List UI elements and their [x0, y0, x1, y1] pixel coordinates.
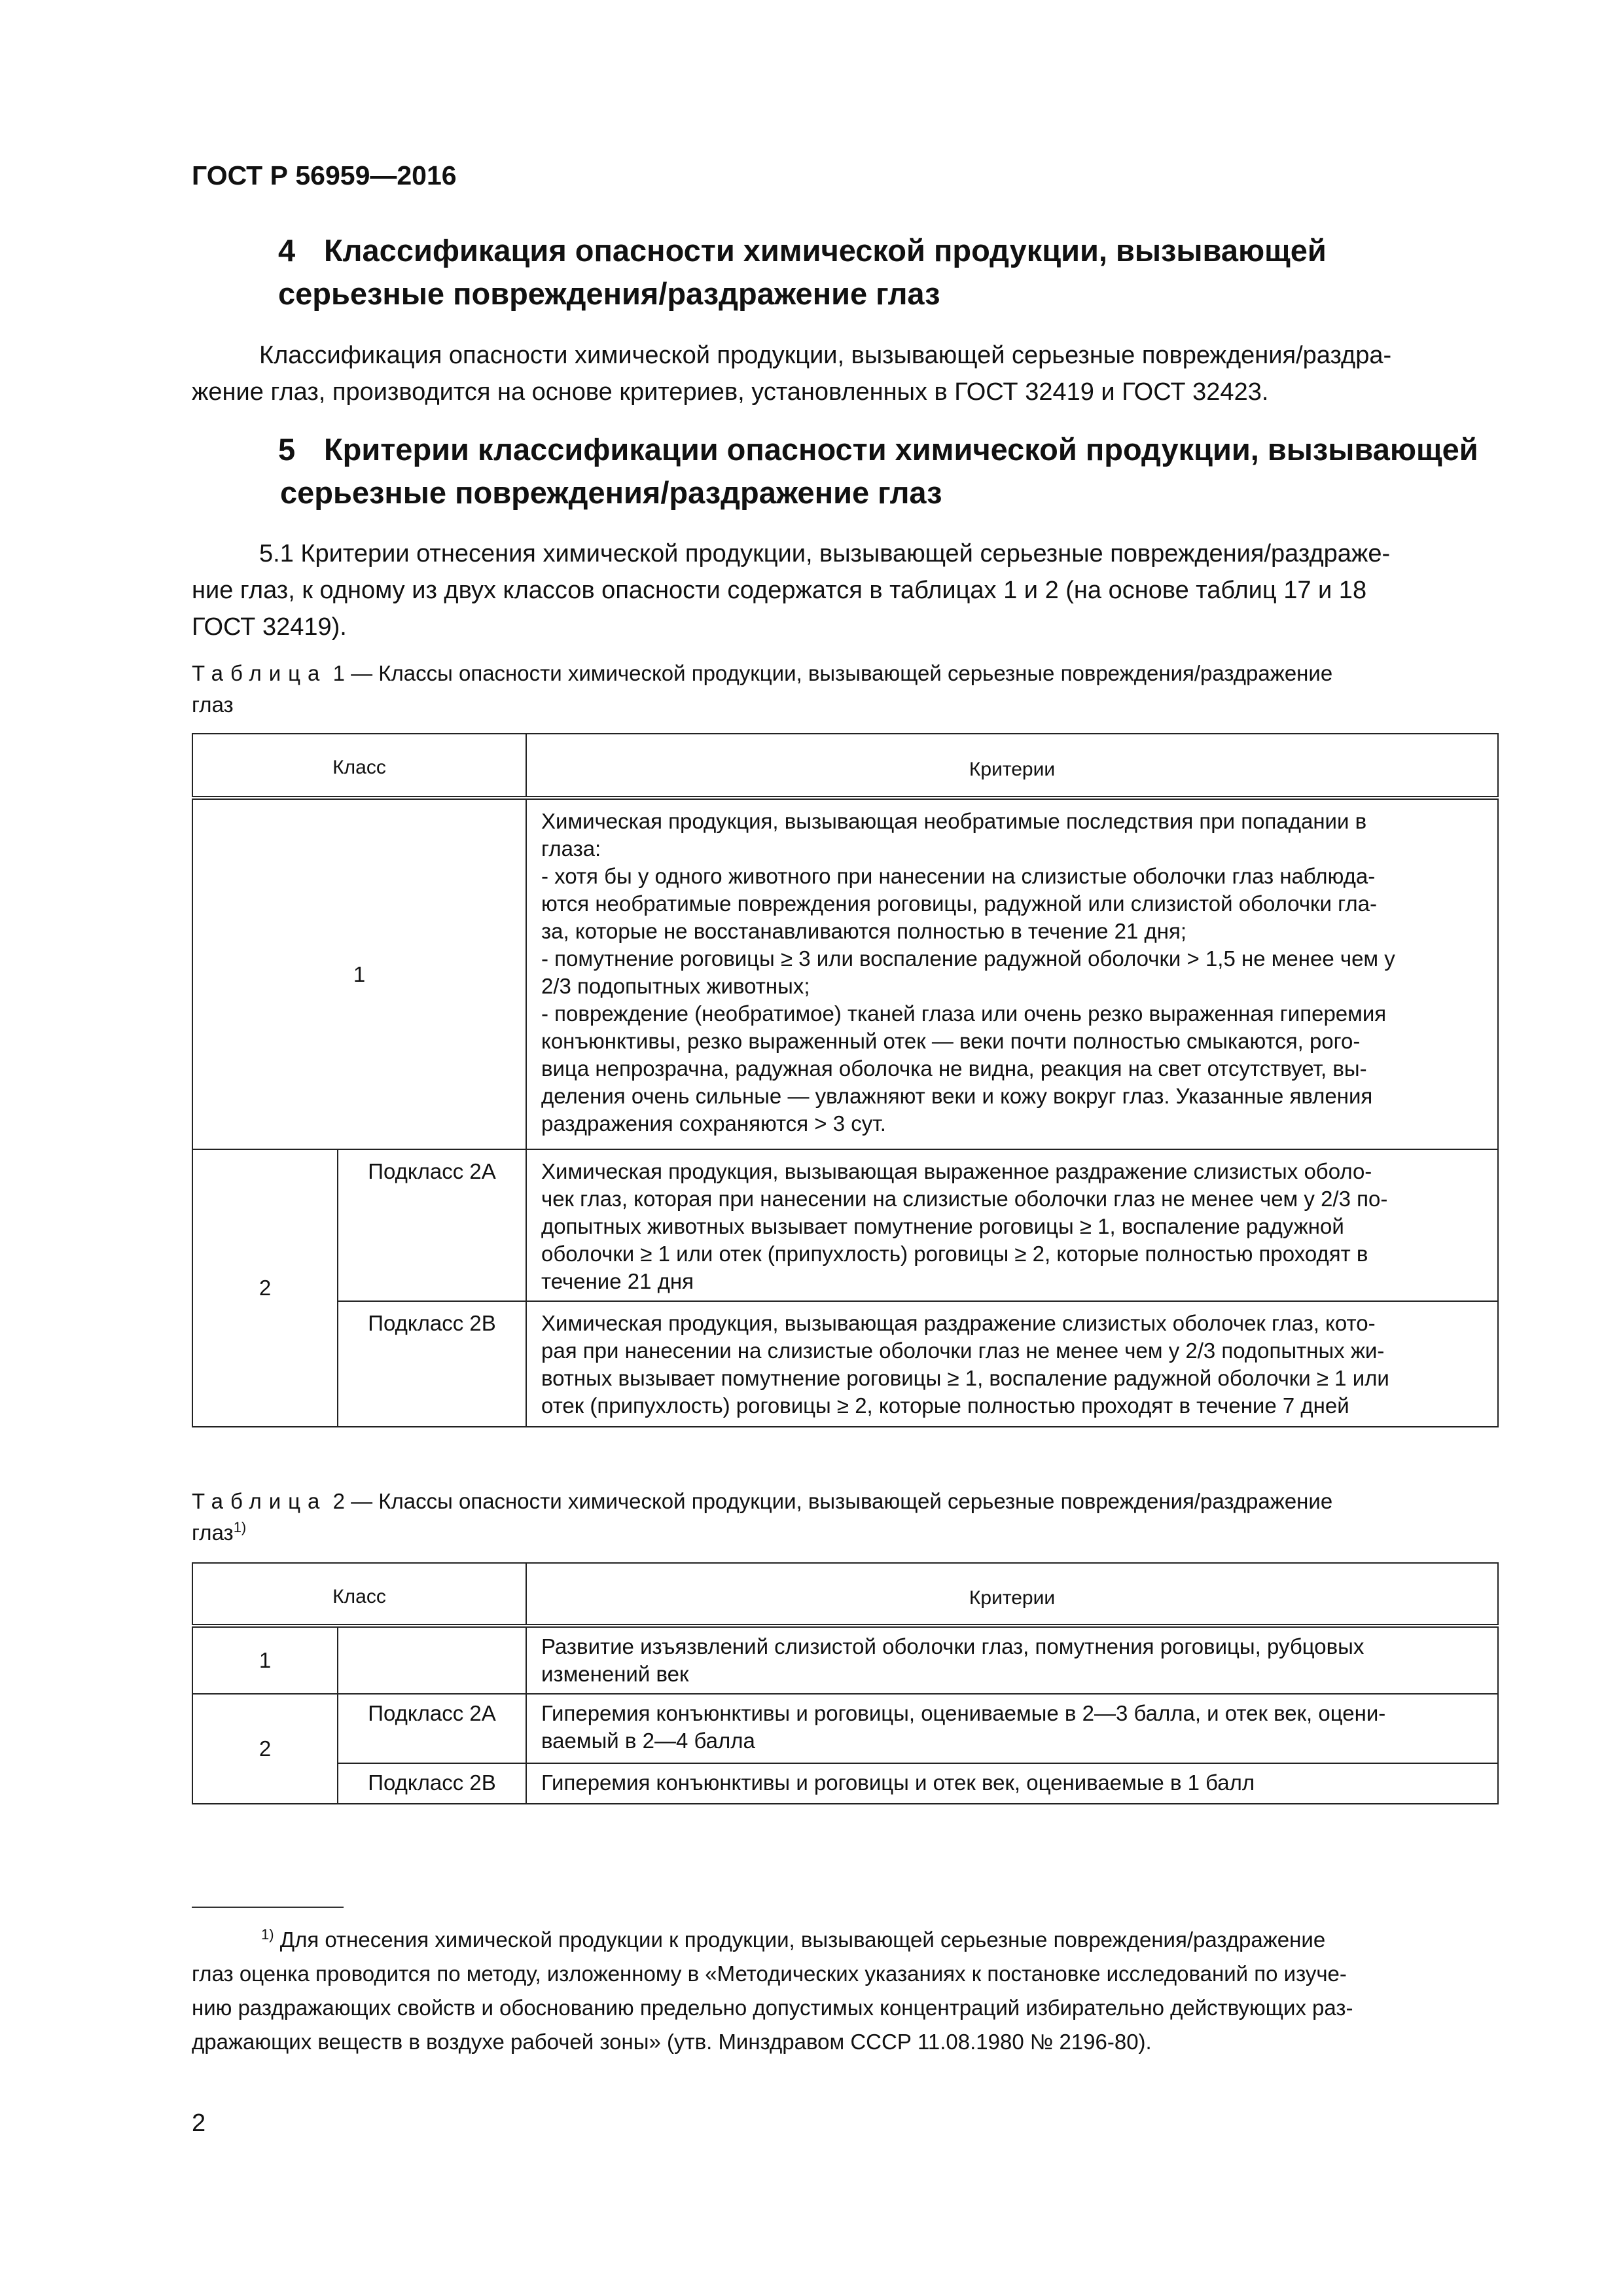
criteria-line: деления очень сильные — увлажняют веки и кожу вокруг глаз. Указанные явления — [541, 1084, 1373, 1108]
section-4-para-line2: жение глаз, производится на основе критериев, установленных в ГОСТ 32419 и ГОСТ 32423. — [192, 378, 1269, 406]
footnote-line3: нию раздражающих свойств и обоснованию предельно допустимых концентраций избирательно действующих раз- — [192, 1996, 1353, 2020]
section-4-title-line2: серьезные повреждения/раздражение глаз — [278, 276, 940, 311]
table-2-subclass-2a-criteria — [526, 1694, 1498, 1763]
criteria-line: рая при нанесении на слизистые оболочки глаз не менее чем у 2/3 подопытных жи- — [541, 1338, 1385, 1363]
table-2-class-1-subclass-empty — [338, 1626, 526, 1694]
table-1-caption-line2: глаз — [192, 692, 234, 717]
criteria-line: глаза: — [541, 836, 601, 861]
criteria-line: ваемый в 2—4 балла — [541, 1729, 755, 1753]
table-2-caption-footnote-ref: 1) — [233, 1519, 247, 1535]
table-2-row-subclass-2b — [192, 1763, 1498, 1804]
footnote-separator — [192, 1907, 344, 1908]
criteria-line: допытных животных вызывает помутнение роговицы ≥ 1, воспаление радужной — [541, 1214, 1344, 1238]
table-1-row-subclass-2b — [192, 1301, 1498, 1427]
section-5-number: 5 — [278, 432, 296, 467]
table-2-row-subclass-2a — [192, 1694, 1498, 1763]
criteria-line: Гиперемия конъюнктивы и роговицы, оцениваемые в 2—3 балла, и отек век, оцени- — [541, 1701, 1386, 1725]
section-5-title-line1: Критерии классификации опасности химической продукции, вызывающей — [324, 432, 1478, 467]
criteria-line: - хотя бы у одного животного при нанесении на слизистые оболочки глаз наблюда- — [541, 864, 1376, 888]
section-4-number: 4 — [278, 233, 296, 268]
table-2-class-1-criteria — [526, 1626, 1498, 1694]
table-2-row-class-1 — [192, 1626, 1498, 1694]
table-1-class-1-criteria — [526, 798, 1498, 1149]
section-5-title-line2: серьезные повреждения/раздражение глаз — [280, 475, 942, 510]
section-4-para-line1: Классификация опасности химической продукции, вызывающей серьезные повреждения/раздра- — [259, 342, 1392, 369]
criteria-line: ются необратимые повреждения роговицы, радужной или слизистой оболочки гла- — [541, 891, 1377, 916]
table-2-subclass-2b-criteria: Гиперемия конъюнктивы и роговицы и отек век, оцениваемые в 1 балл — [526, 1763, 1498, 1804]
criteria-line: Химическая продукция, вызывающая выраженное раздражение слизистых оболо- — [541, 1159, 1372, 1183]
criteria-line: 2/3 подопытных животных; — [541, 974, 810, 998]
section-5-paragraph — [192, 535, 1497, 645]
table-1-subclass-2b-criteria — [526, 1301, 1498, 1427]
table-1-header-criteria: Критерии — [526, 734, 1498, 798]
footnote — [192, 1923, 1497, 2059]
page-number: 2 — [192, 2109, 206, 2137]
criteria-line: изменений век — [541, 1662, 689, 1686]
table-1-subclass-2b: Подкласс 2В — [338, 1301, 526, 1427]
table-2-subclass-2b: Подкласс 2В — [338, 1763, 526, 1804]
table-1-class-1-cell: 1 — [192, 798, 526, 1149]
criteria-line: течение 21 дня — [541, 1269, 694, 1293]
section-5-para-line2: ние глаз, к одному из двух классов опасности содержатся в таблицах 1 и 2 (на основе таблиц 17 и 18 — [192, 577, 1367, 604]
criteria-line: вотных вызывает помутнение роговицы ≥ 1, воспаление радужной оболочки ≥ 1 или — [541, 1366, 1389, 1390]
table-2-class-2-cell: 2 — [192, 1694, 338, 1804]
section-4-title-line1: Классификация опасности химической продукции, вызывающей — [324, 233, 1327, 268]
criteria-line: Химическая продукция, вызывающая необратимые последствия при попадании в — [541, 809, 1367, 833]
footnote-line4: дражающих веществ в воздухе рабочей зоны» (утв. Минздравом СССР 11.08.1980 № 2196-80). — [192, 2030, 1152, 2054]
criteria-line: оболочки ≥ 1 или отек (припухлость) роговицы ≥ 2, которые полностью проходят в — [541, 1242, 1368, 1266]
criteria-line: конъюнктивы, резко выраженный отек — веки почти полностью смыкаются, рого- — [541, 1029, 1361, 1053]
criteria-line: - помутнение роговицы ≥ 3 или воспаление радужной оболочки > 1,5 не менее чем у — [541, 946, 1395, 971]
table-1-caption-text: 1 — Классы опасности химической продукции, вызывающей серьезные повреждения/раздражение — [332, 661, 1333, 685]
table-1-row-subclass-2a — [192, 1149, 1498, 1301]
table-1-header-class: Класс — [192, 734, 526, 798]
criteria-line: отек (припухлость) роговицы ≥ 2, которые полностью проходят в течение 7 дней — [541, 1393, 1349, 1418]
footnote-line1-text: Для отнесения химической продукции к продукции, вызывающей серьезные повреждения/раздражение — [279, 1928, 1326, 1952]
criteria-line: за, которые не восстанавливаются полностью в течение 21 дня; — [541, 919, 1187, 943]
section-4-paragraph — [192, 337, 1497, 410]
table-2-caption-text: 2 — Классы опасности химической продукции, вызывающей серьезные повреждения/раздражение — [332, 1489, 1333, 1513]
table-2-caption — [192, 1486, 1497, 1549]
footnote-marker: 1) — [261, 1926, 274, 1943]
section-5-heading — [278, 428, 1522, 514]
table-2 — [192, 1562, 1499, 1804]
standard-designation: ГОСТ Р 56959—2016 — [192, 160, 457, 190]
footnote-line1 — [192, 1923, 1497, 1957]
table-2-caption-word: Таблица — [192, 1489, 327, 1513]
table-1-caption — [192, 658, 1497, 721]
table-1-class-2-cell: 2 — [192, 1149, 338, 1427]
section-5-para-line1: 5.1 Критерии отнесения химической продукции, вызывающей серьезные повреждения/раздраже- — [259, 540, 1391, 567]
criteria-line: чек глаз, которая при нанесении на слизистые оболочки глаз не менее чем у 2/3 по- — [541, 1187, 1388, 1211]
table-2-subclass-2a: Подкласс 2А — [338, 1694, 526, 1763]
table-1-subclass-2a-criteria — [526, 1149, 1498, 1301]
table-2-caption-line2: глаз — [192, 1520, 234, 1545]
table-2-header-criteria: Критерии — [526, 1563, 1498, 1626]
criteria-line: Химическая продукция, вызывающая раздражение слизистых оболочек глаз, кото- — [541, 1311, 1376, 1335]
table-2-header-class: Класс — [192, 1563, 526, 1626]
table-1 — [192, 733, 1499, 1427]
section-5-para-line3: ГОСТ 32419). — [192, 613, 347, 641]
criteria-line: Развитие изъязвлений слизистой оболочки глаз, помутнения роговицы, рубцовых — [541, 1634, 1364, 1659]
table-2-class-1-cell: 1 — [192, 1626, 338, 1694]
section-4-heading — [278, 229, 1522, 315]
criteria-line: - повреждение (необратимое) тканей глаза или очень резко выраженная гиперемия — [541, 1001, 1387, 1026]
table-1-caption-word: Таблица — [192, 661, 327, 685]
criteria-line: вица непрозрачна, радужная оболочка не видна, реакция на свет отсутствует, вы- — [541, 1056, 1367, 1081]
table-1-subclass-2a: Подкласс 2А — [338, 1149, 526, 1301]
table-1-row-class-1 — [192, 798, 1498, 1149]
footnote-line2: глаз оценка проводится по методу, изложенному в «Методических указаниях к постановке исследований по изуче- — [192, 1962, 1347, 1986]
criteria-line: раздражения сохраняются > 3 сут. — [541, 1111, 886, 1136]
